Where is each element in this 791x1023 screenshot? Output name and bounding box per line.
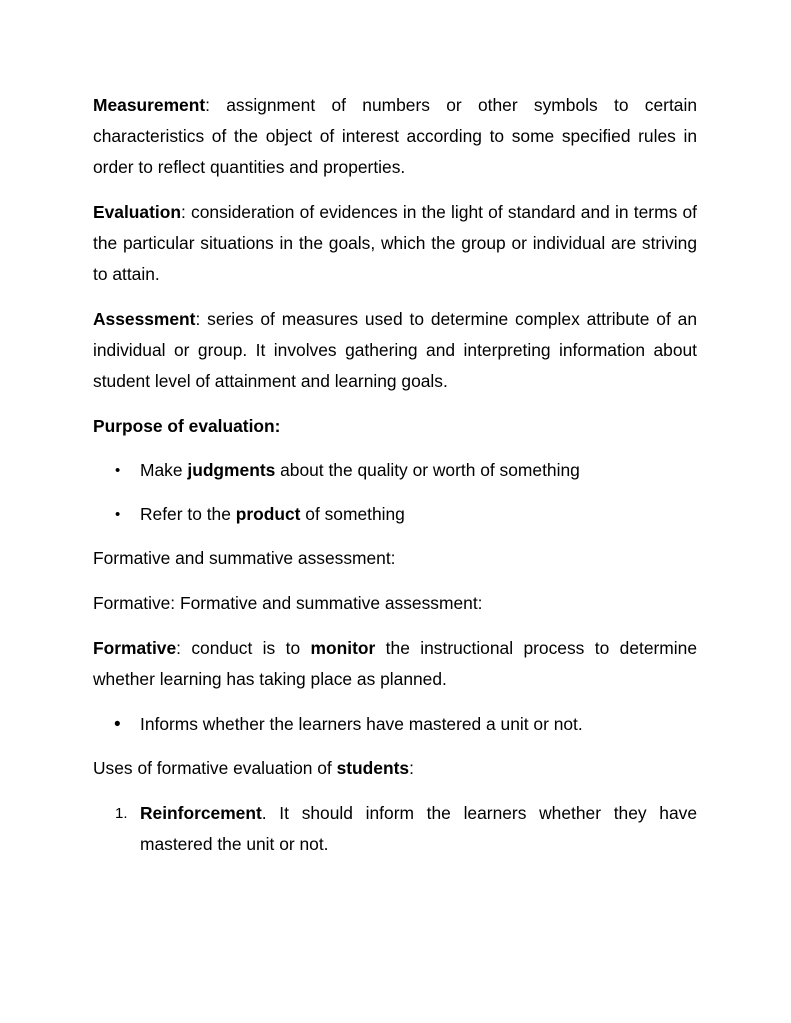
definition-assessment: [93, 304, 697, 397]
bullet-icon: •: [115, 506, 121, 523]
definition-evaluation: [93, 197, 697, 290]
definition-text: : consideration of evidences in the light of standard and in terms of the particular situations in the goals, which the group or individual are striving to attain.: [93, 202, 697, 284]
formative-summative-line: Formative and summative assessment:: [93, 548, 396, 568]
purpose-list: [93, 455, 697, 530]
list-item: • Refer to the product of something: [93, 499, 697, 530]
definition-term: Evaluation: [93, 202, 181, 222]
definition-term: Measurement: [93, 95, 206, 115]
definition-measurement: [93, 90, 697, 183]
uses-list: [93, 798, 697, 860]
bullet-icon: •: [114, 714, 121, 735]
formative-list: [93, 709, 697, 740]
formative-summative-line: Formative: Formative and summative assessment:: [93, 593, 483, 613]
bullet-icon: •: [115, 462, 121, 479]
uses-heading: Uses of formative evaluation of students:: [93, 758, 414, 778]
definition-term: Assessment: [93, 309, 196, 329]
list-number: 1.: [115, 805, 128, 822]
document-page: [93, 90, 697, 860]
definition-text: : assignment of numbers or other symbols to certain characteristics of the object of interest according to some specified rules in order to reflect quantities and properties.: [93, 95, 697, 177]
definition-text: : series of measures used to determine complex attribute of an individual or group. It involves gathering and interpreting information about student level of attainment and learning goals.: [93, 309, 697, 391]
list-item: • Informs whether the learners have mastered a unit or not.: [93, 709, 697, 740]
definition-formative: Formative: conduct is to monitor the instructional process to determine whether learning has taking place as planned.: [93, 638, 697, 689]
purpose-heading: Purpose of evaluation:: [93, 416, 281, 436]
list-item: 1. Reinforcement. It should inform the learners whether they have mastered the unit or not.: [93, 798, 697, 860]
list-item: • Make judgments about the quality or worth of something: [93, 455, 697, 486]
